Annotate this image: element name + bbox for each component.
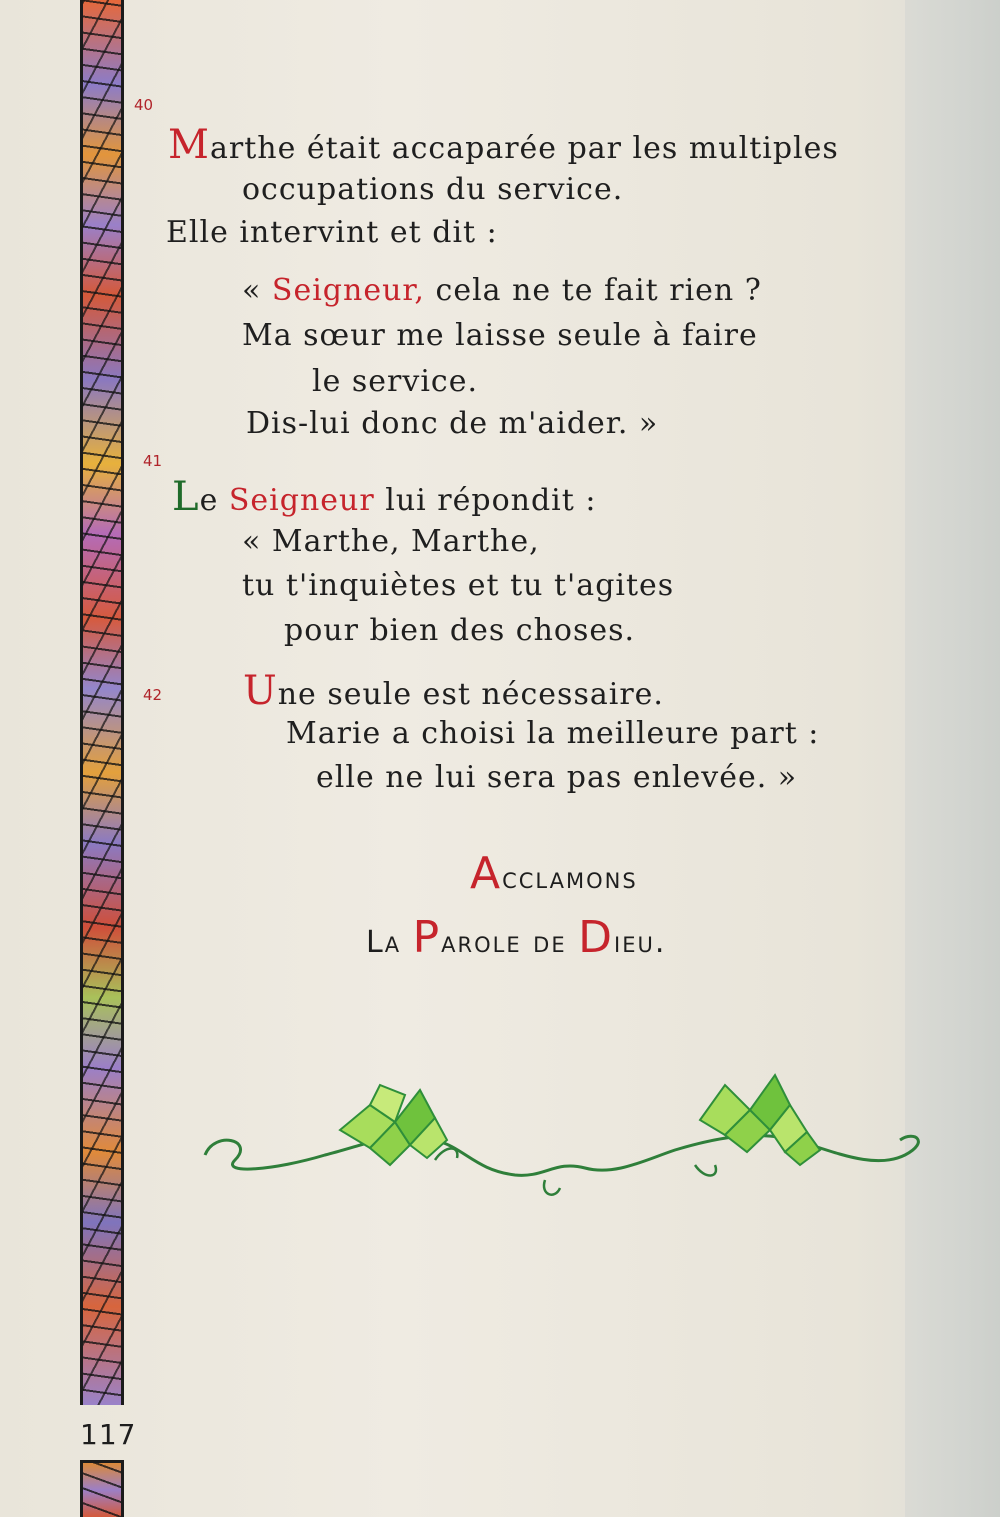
stained-glass-border-bottom [80, 1460, 124, 1517]
text-line-8-rest: lui répondit : [374, 483, 597, 518]
text-line-8-e: e [199, 483, 229, 518]
verse-number-40: 40 [134, 96, 154, 114]
verse-number-41: 41 [143, 452, 163, 470]
open-quote: « [242, 273, 272, 308]
text-line-8 [172, 474, 596, 520]
initial-a: A [470, 848, 503, 899]
initial-p: P [412, 912, 442, 963]
initial-m: M [168, 122, 210, 168]
text-line-1-rest: arthe était accaparée par les multiples [209, 131, 839, 166]
acclamation-line-1-rest: cclamons [502, 861, 638, 896]
text-line-12 [243, 668, 664, 714]
text-line-14: elle ne lui sera pas enlevée. » [316, 760, 798, 795]
text-line-6: le service. [312, 364, 479, 399]
facing-page-edge [905, 0, 1000, 1517]
text-line-1 [168, 122, 839, 168]
text-line-13: Marie a choisi la meilleure part : [286, 716, 820, 751]
text-line-2: occupations du service. [242, 172, 624, 207]
text-line-4 [242, 273, 762, 308]
text-line-9: « Marthe, Marthe, [242, 524, 540, 559]
stained-glass-border [80, 0, 124, 1405]
text-line-12-rest: ne seule est nécessaire. [277, 677, 664, 712]
seigneur-red-2: Seigneur [228, 483, 375, 518]
initial-l: L [172, 474, 200, 520]
initial-u: U [243, 668, 278, 714]
seigneur-red: Seigneur, [271, 273, 425, 308]
text-line-4-rest: cela ne te fait rien ? [424, 273, 762, 308]
initial-d: D [578, 912, 615, 963]
text-line-5: Ma sœur me laisse seule à faire [242, 318, 758, 353]
acclamation-end: ieu. [614, 925, 667, 960]
text-line-7: Dis-lui donc de m'aider. » [246, 406, 659, 441]
verse-number-42: 42 [143, 686, 163, 704]
text-line-3: Elle intervint et dit : [166, 215, 498, 250]
page-number: 117 [80, 1418, 137, 1451]
vine-leaves-icon [195, 1060, 935, 1210]
text-line-11: pour bien des choses. [284, 613, 636, 648]
acclamation-la: La [366, 925, 413, 960]
acclamation-mid: arole de [441, 925, 579, 960]
acclamation-line-2 [366, 912, 666, 963]
text-line-10: tu t'inquiètes et tu t'agites [242, 568, 675, 603]
acclamation-line-1 [470, 848, 638, 899]
